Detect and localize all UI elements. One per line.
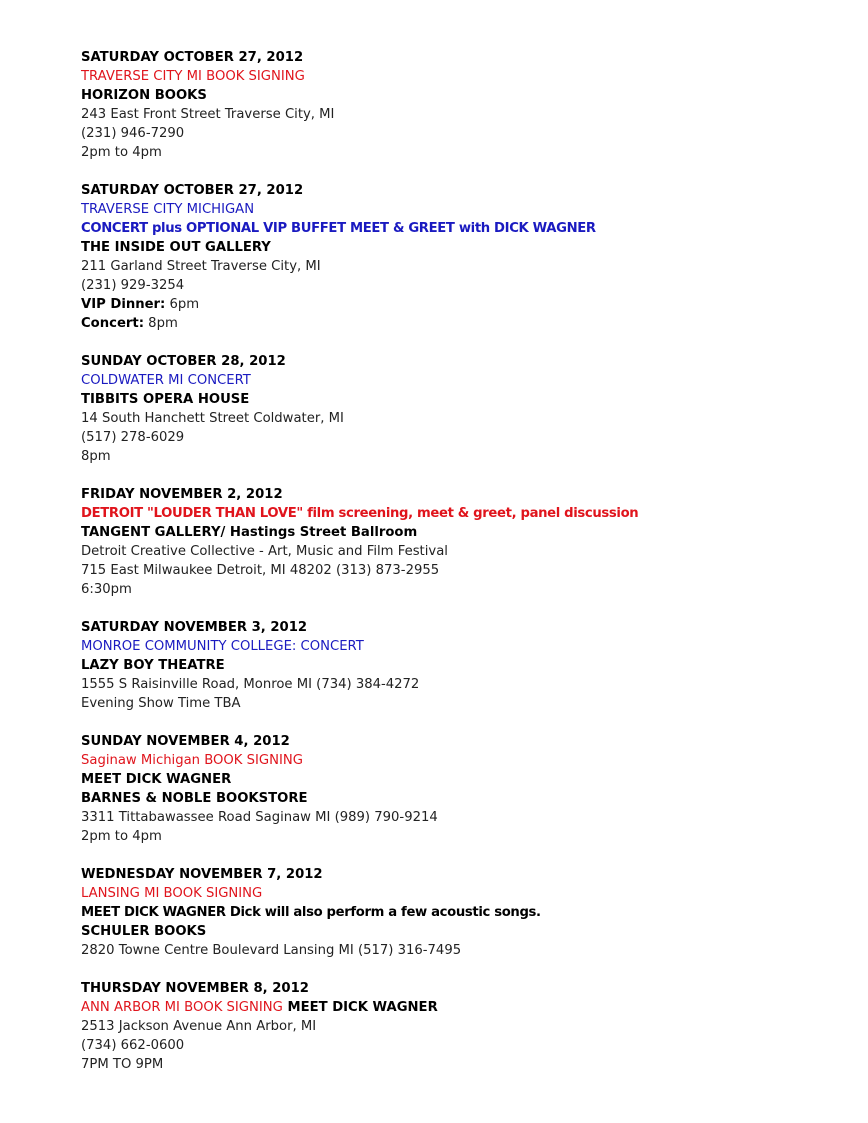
event-line [81, 295, 841, 314]
text-segment: Detroit Creative Collective - Art, Music and Film Festival [81, 544, 448, 559]
event-date [81, 181, 841, 200]
text-segment: (231) 946-7290 [81, 126, 185, 141]
event-date [81, 352, 841, 371]
event-block [81, 485, 841, 599]
event-line [81, 238, 841, 257]
text-segment: COLDWATER MI CONCERT [81, 373, 251, 388]
text-segment: SATURDAY OCTOBER 27, 2012 [81, 183, 304, 198]
text-segment: WEDNESDAY NOVEMBER 7, 2012 [81, 867, 323, 882]
text-segment: 2820 Towne Centre Boulevard Lansing MI (517) 316-7495 [81, 943, 462, 958]
event-line [81, 409, 841, 428]
event-line [81, 808, 841, 827]
event-date [81, 979, 841, 998]
event-line [81, 903, 841, 922]
text-segment: LAZY BOY THEATRE [81, 658, 225, 673]
text-segment: MONROE COMMUNITY COLLEGE: CONCERT [81, 639, 364, 654]
text-segment: Concert: [81, 316, 144, 331]
event-line [81, 314, 841, 333]
text-segment: SCHULER BOOKS [81, 924, 207, 939]
text-segment: 211 Garland Street Traverse City, MI [81, 259, 321, 274]
event-block [81, 352, 841, 466]
event-date [81, 618, 841, 637]
event-line [81, 428, 841, 447]
text-segment: LANSING MI BOOK SIGNING [81, 886, 263, 901]
text-segment: THE INSIDE OUT GALLERY [81, 240, 271, 255]
text-segment: FRIDAY NOVEMBER 2, 2012 [81, 487, 283, 502]
event-line [81, 124, 841, 143]
event-line [81, 542, 841, 561]
event-line [81, 143, 841, 162]
event-line [81, 1055, 841, 1074]
text-segment: 14 South Hanchett Street Coldwater, MI [81, 411, 344, 426]
event-schedule [81, 48, 841, 1093]
text-segment: (231) 929-3254 [81, 278, 185, 293]
event-line [81, 257, 841, 276]
text-segment: TRAVERSE CITY MI BOOK SIGNING [81, 69, 305, 84]
event-block [81, 732, 841, 846]
event-line [81, 637, 841, 656]
text-segment: 2513 Jackson Avenue Ann Arbor, MI [81, 1019, 317, 1034]
event-date [81, 48, 841, 67]
text-segment: MEET DICK WAGNER [81, 772, 232, 787]
text-segment: 243 East Front Street Traverse City, MI [81, 107, 335, 122]
event-block [81, 865, 841, 960]
text-segment: 1555 S Raisinville Road, Monroe MI (734) 384-4272 [81, 677, 420, 692]
text-segment: 8pm [143, 316, 178, 331]
text-segment: MEET DICK WAGNER Dick will also perform a few acoustic songs. [81, 905, 541, 920]
event-line [81, 656, 841, 675]
event-line [81, 276, 841, 295]
text-segment: 3311 Tittabawassee Road Saginaw MI (989) 790-9214 [81, 810, 438, 825]
event-line [81, 941, 841, 960]
text-segment: SATURDAY OCTOBER 27, 2012 [81, 50, 304, 65]
text-segment: 6pm [165, 297, 200, 312]
text-segment: THURSDAY NOVEMBER 8, 2012 [81, 981, 309, 996]
event-line [81, 922, 841, 941]
text-segment: 8pm [81, 449, 111, 464]
text-segment: SUNDAY NOVEMBER 4, 2012 [81, 734, 290, 749]
event-line [81, 371, 841, 390]
event-line [81, 447, 841, 466]
event-line [81, 390, 841, 409]
event-date [81, 485, 841, 504]
event-line [81, 789, 841, 808]
event-line [81, 675, 841, 694]
text-segment: TRAVERSE CITY MICHIGAN [81, 202, 255, 217]
event-line [81, 827, 841, 846]
text-segment: TIBBITS OPERA HOUSE [81, 392, 250, 407]
event-line [81, 884, 841, 903]
event-block [81, 181, 841, 333]
event-block [81, 979, 841, 1074]
text-segment: Saginaw Michigan BOOK SIGNING [81, 753, 303, 768]
event-line [81, 1017, 841, 1036]
event-line [81, 694, 841, 713]
event-line [81, 86, 841, 105]
text-segment: BARNES & NOBLE BOOKSTORE [81, 791, 308, 806]
event-block [81, 618, 841, 713]
event-line [81, 580, 841, 599]
text-segment: (517) 278-6029 [81, 430, 185, 445]
text-segment: 7PM TO 9PM [81, 1057, 164, 1072]
text-segment: Evening Show Time TBA [81, 696, 241, 711]
event-line [81, 523, 841, 542]
event-line [81, 998, 841, 1017]
text-segment: MEET DICK WAGNER [282, 1000, 438, 1015]
event-line [81, 751, 841, 770]
text-segment: SUNDAY OCTOBER 28, 2012 [81, 354, 286, 369]
text-segment: VIP Dinner: [81, 297, 166, 312]
text-segment: CONCERT plus OPTIONAL VIP BUFFET MEET & GREET with DICK WAGNER [81, 221, 596, 236]
event-line [81, 504, 841, 523]
event-line [81, 105, 841, 124]
text-segment: ANN ARBOR MI BOOK SIGNING [81, 1000, 283, 1015]
event-line [81, 219, 841, 238]
text-segment: DETROIT "LOUDER THAN LOVE" film screening, meet & greet, panel discussion [81, 506, 639, 521]
text-segment: 2pm to 4pm [81, 145, 162, 160]
text-segment: TANGENT GALLERY/ Hastings Street Ballroom [81, 525, 418, 540]
event-date [81, 732, 841, 751]
text-segment: SATURDAY NOVEMBER 3, 2012 [81, 620, 308, 635]
event-line [81, 200, 841, 219]
event-line [81, 561, 841, 580]
event-block [81, 48, 841, 162]
event-line [81, 67, 841, 86]
text-segment: HORIZON BOOKS [81, 88, 207, 103]
event-date [81, 865, 841, 884]
text-segment: 715 East Milwaukee Detroit, MI 48202 (313) 873-2955 [81, 563, 440, 578]
text-segment: 2pm to 4pm [81, 829, 162, 844]
text-segment: 6:30pm [81, 582, 132, 597]
text-segment: (734) 662-0600 [81, 1038, 185, 1053]
event-line [81, 1036, 841, 1055]
event-line [81, 770, 841, 789]
